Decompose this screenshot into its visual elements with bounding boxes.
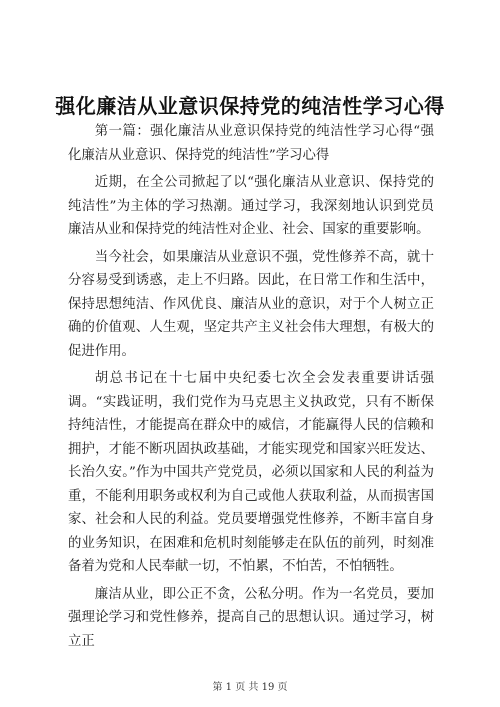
paragraph-society: 当今社会，如果廉洁从业意识不强，党性修养不高，就十分容易受到诱惑，走上不归路。因此，在日常工作和生活中，保持思想纯洁、作风优良、廉洁从业的意识，对于个人树立正确的价值观、人生观，坚定共产主义社会伟大理想，有极大的促进作用。 bbox=[68, 249, 434, 359]
paragraph-intro: 第一篇：强化廉洁从业意识保持党的纯洁性学习心得“强化廉洁从业意识、保持党的纯洁性”学习心得 bbox=[68, 124, 434, 163]
paragraph-speech: 胡总书记在十七届中央纪委七次全会发表重要讲话强调。“实践证明，我们党作为马克思主义执政党，只有不断保持纯洁性，才能提高在群众中的威信，才能赢得人民的信赖和拥护，才能不断巩固执政基础，才能实现党和国家兴旺发达、长治久安。”作为中国共产党党员，必须以国家和人民的利益为重，不能利用职务或权利为自己或他人获取利益，从而损害国家、社会和人民的利益。党员要增强党性修养，不断丰富自身的业务知识，在困难和危机时刻能够走在队伍的前列，时刻准备着为党和人民奉献一切，不怕累，不怕苦，不怕牺牲。 bbox=[68, 371, 434, 574]
paragraph-recent: 近期，在全公司掀起了以“强化廉洁从业意识、保持党的纯洁性”为主体的学习热潮。通过学习，我深刻地认识到党员廉洁从业和保持党的纯洁性对企业、社会、国家的重要影响。 bbox=[68, 175, 434, 237]
document-body bbox=[68, 120, 434, 657]
document-title: 强化廉洁从业意识保持党的纯洁性学习心得 bbox=[55, 94, 445, 118]
paragraph-integrity: 廉洁从业，即公正不贪，公私分明。作为一名党员，要加强理论学习和党性修养，提高自己的思想认识。通过学习，树立正 bbox=[68, 586, 434, 649]
page-footer: 第 1 页 共 19 页 bbox=[212, 682, 288, 693]
